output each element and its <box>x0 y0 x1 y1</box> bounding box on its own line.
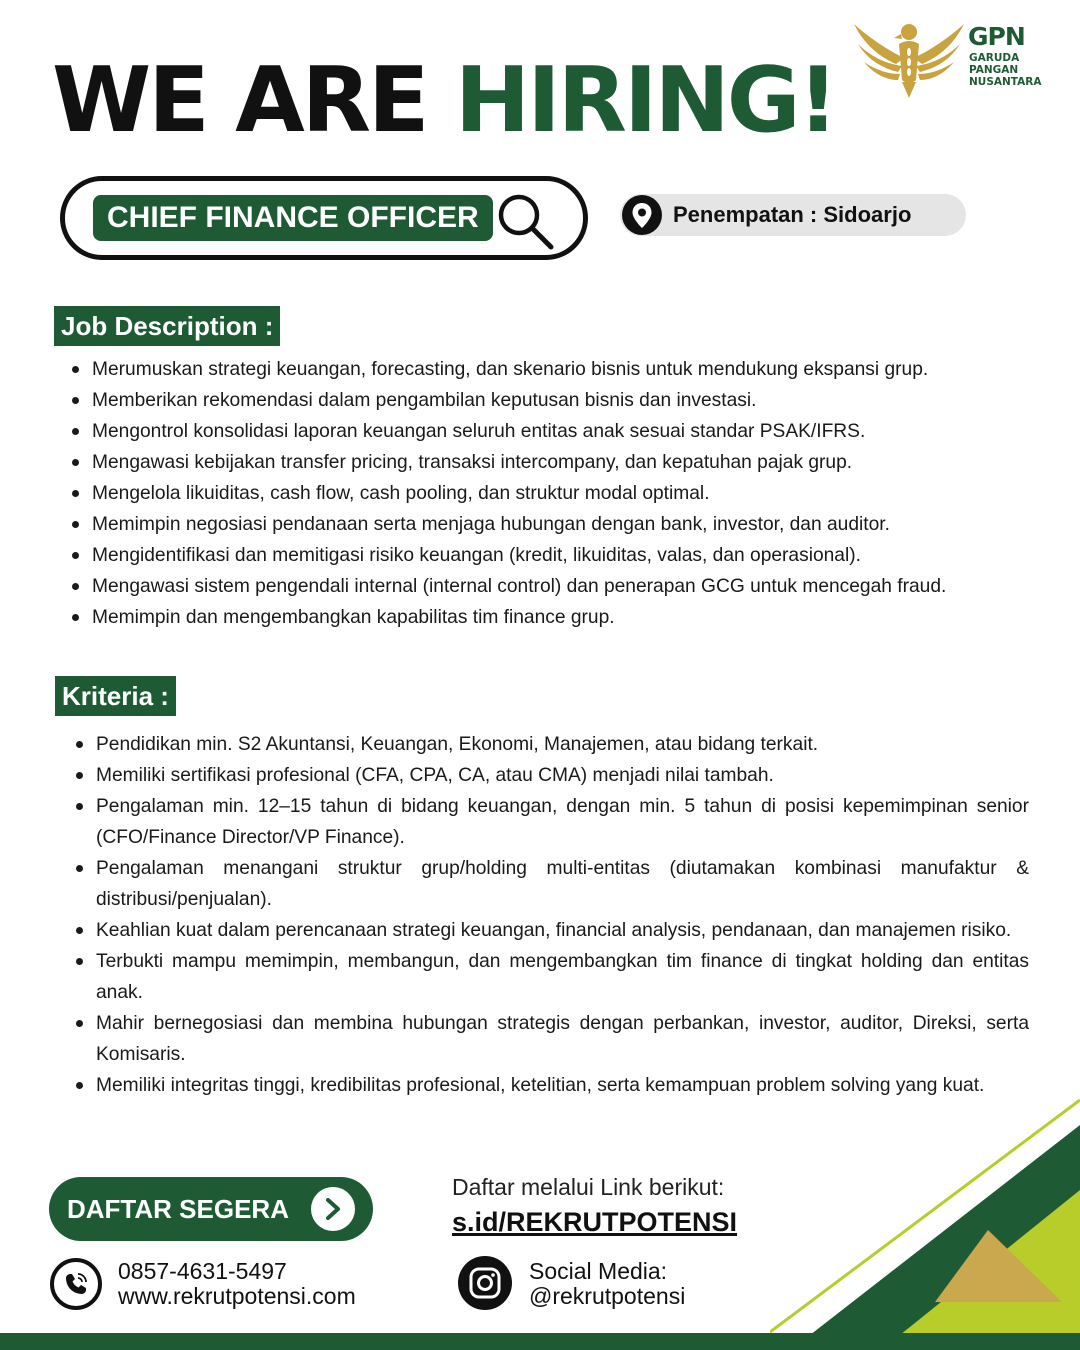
headline-part-2: HIRING! <box>454 48 836 153</box>
logo-name: GPN <box>968 22 1025 51</box>
list-item: Pengalaman menangani struktur grup/holding multi-entitas (diutamakan kombinasi manufaktur & distribusi/penjualan). <box>76 853 1029 915</box>
list-item: Terbukti mampu memimpin, membangun, dan mengembangkan tim finance di tingkat holding dan entitas anak. <box>76 946 1029 1008</box>
list-item: Memimpin negosiasi pendanaan serta menjaga hubungan dengan bank, investor, dan auditor. <box>72 509 1029 540</box>
list-item: Memiliki integritas tinggi, kredibilitas profesional, ketelitian, serta kemampuan problem solving yang kuat. <box>76 1070 1029 1101</box>
footer-bar <box>0 1333 1080 1350</box>
decorative-mountains <box>770 1080 1080 1340</box>
social-label: Social Media: <box>529 1258 668 1284</box>
company-logo <box>852 14 1062 98</box>
chevron-right-icon[interactable] <box>311 1187 355 1231</box>
apply-now-button[interactable] <box>49 1177 373 1241</box>
garuda-wings-emblem-icon <box>852 14 966 98</box>
map-pin-icon <box>622 195 662 235</box>
criteria-heading: Kriteria : <box>55 676 176 716</box>
headline-part-1: WE ARE <box>52 48 427 153</box>
location-text: Penempatan : Sidoarjo <box>673 202 912 227</box>
instagram-icon <box>458 1256 512 1310</box>
location-pill <box>620 194 966 236</box>
social-media-info <box>529 1259 685 1309</box>
list-item: Mengawasi sistem pengendali internal (internal control) dan penerapan GCG untuk mencegah fraud. <box>72 571 1029 602</box>
registration-caption: Daftar melalui Link berikut: <box>452 1174 725 1200</box>
apply-now-label: DAFTAR SEGERA <box>67 1194 289 1224</box>
social-handle[interactable]: @rekrutpotensi <box>529 1283 686 1309</box>
list-item: Mengelola likuiditas, cash flow, cash pooling, dan struktur modal optimal. <box>72 478 1029 509</box>
list-item: Mahir bernegosiasi dan membina hubungan strategis dengan perbankan, investor, auditor, Direksi, serta Komisaris. <box>76 1008 1029 1070</box>
list-item: Memimpin dan mengembangkan kapabilitas tim finance grup. <box>72 602 1029 633</box>
list-item: Mengontrol konsolidasi laporan keuangan seluruh entitas anak sesuai standar PSAK/IFRS. <box>72 416 1029 447</box>
headline <box>52 46 836 156</box>
logo-subtitle-line: GARUDA <box>969 52 1020 64</box>
logo-subtitle-line: PANGAN <box>969 64 1019 76</box>
magnifier-icon <box>493 189 557 253</box>
website-link[interactable]: www.rekrutpotensi.com <box>118 1283 356 1309</box>
registration-link[interactable]: s.id/REKRUTPOTENSI <box>452 1207 738 1237</box>
list-item: Keahlian kuat dalam perencanaan strategi keuangan, financial analysis, pendanaan, dan manajemen risiko. <box>76 915 1029 946</box>
phone-number: 0857-4631-5497 <box>118 1258 287 1284</box>
job-title-searchbox <box>60 176 588 260</box>
list-item: Mengawasi kebijakan transfer pricing, transaksi intercompany, dan kepatuhan pajak grup. <box>72 447 1029 478</box>
criteria-list <box>76 729 1029 1101</box>
list-item: Pengalaman min. 12–15 tahun di bidang keuangan, dengan min. 5 tahun di posisi kepemimpinan senior (CFO/Finance Director/VP Finance). <box>76 791 1029 853</box>
list-item: Mengidentifikasi dan memitigasi risiko keuangan (kredit, likuiditas, valas, dan operasional). <box>72 540 1029 571</box>
list-item: Memiliki sertifikasi profesional (CFA, CPA, CA, atau CMA) menjadi nilai tambah. <box>76 760 1029 791</box>
phone-icon <box>50 1258 102 1310</box>
job-description-list <box>72 354 1029 633</box>
job-description-heading: Job Description : <box>54 306 280 346</box>
list-item: Pendidikan min. S2 Akuntansi, Keuangan, Ekonomi, Manajemen, atau bidang terkait. <box>76 729 1029 760</box>
list-item: Merumuskan strategi keuangan, forecasting, dan skenario bisnis untuk mendukung ekspansi grup. <box>72 354 1029 385</box>
logo-subtitle <box>969 52 1041 88</box>
contact-info <box>118 1259 356 1309</box>
job-title: CHIEF FINANCE OFFICER <box>93 195 493 241</box>
list-item: Memberikan rekomendasi dalam pengambilan keputusan bisnis dan investasi. <box>72 385 1029 416</box>
logo-subtitle-line: NUSANTARA <box>969 76 1042 88</box>
